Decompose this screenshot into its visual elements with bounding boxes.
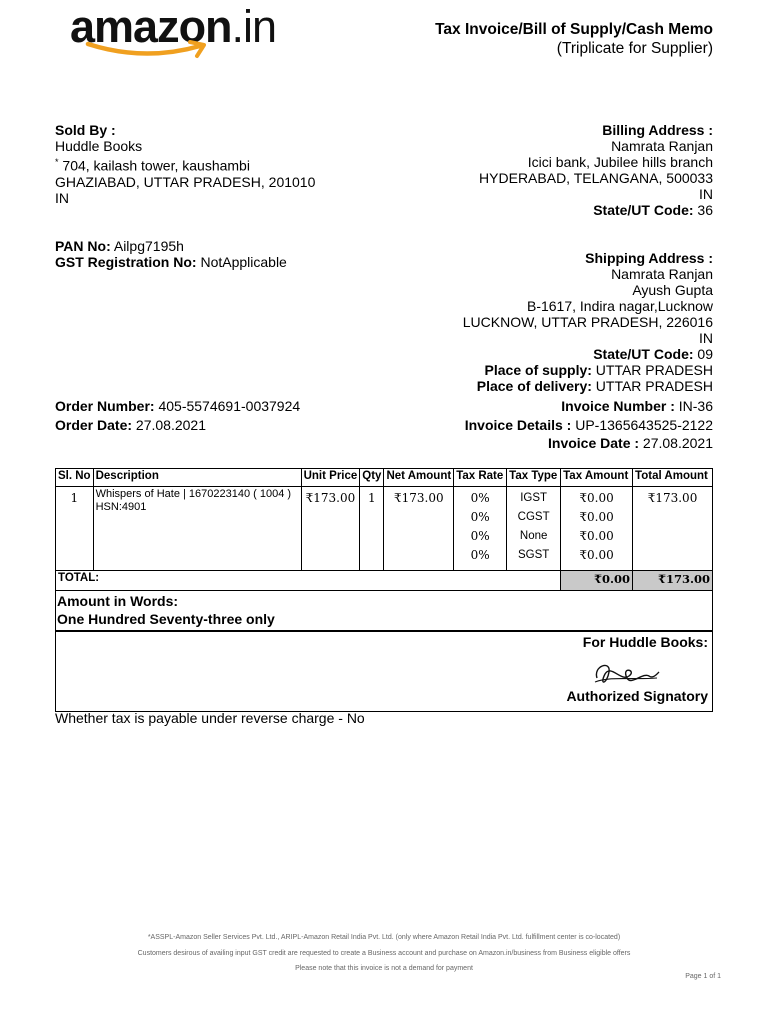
- col-header-tax-rate: Tax Rate: [454, 469, 507, 487]
- footer-line-3: Please note that this invoice is not a demand for payment: [295, 965, 473, 972]
- invoice-date-value: 27.08.2021: [642, 435, 713, 451]
- shipping-state-code: 09: [697, 346, 713, 362]
- tax-rate-sgst: 0%: [470, 548, 490, 562]
- tax-rate-igst: 0%: [470, 491, 490, 505]
- invoice-items-table: [55, 468, 713, 591]
- billing-state-row: [593, 202, 713, 218]
- order-number-value: 405-5574691-0037924: [158, 398, 301, 414]
- place-of-supply-label: Place of supply:: [484, 362, 592, 378]
- reverse-charge-note: Whether tax is payable under reverse charge - No: [55, 710, 365, 726]
- invoice-details-value: UP-1365643525-2122: [575, 417, 713, 433]
- invoice-date-row: [548, 435, 713, 451]
- col-header-tax-type: Tax Type: [507, 469, 561, 487]
- gst-label: GST Registration No:: [55, 254, 197, 270]
- invoice-number-row: [561, 398, 713, 414]
- place-of-delivery-label: Place of delivery:: [476, 378, 592, 394]
- seller-address-1: [55, 154, 250, 174]
- cell-tax-amount: [561, 487, 633, 571]
- seller-country: IN: [55, 190, 69, 206]
- invoice-date-label: Invoice Date :: [548, 435, 640, 451]
- gst-value: NotApplicable: [200, 254, 287, 270]
- cell-tax-rate: [454, 487, 507, 571]
- shipping-line-3: LUCKNOW, UTTAR PRADESH, 226016: [462, 314, 713, 330]
- shipping-line-2: B-1617, Indira nagar,Lucknow: [526, 298, 713, 314]
- item-title: Whispers of Hate | 1670223140 ( 1004 ): [95, 488, 292, 500]
- col-header-tax-amount: Tax Amount: [561, 469, 633, 487]
- logo-tld: .in: [231, 1, 277, 52]
- amount-in-words-value: One Hundred Seventy-three only: [57, 611, 275, 627]
- seller-address-text: 704, kailash tower, kaushambi: [62, 157, 250, 174]
- col-header-qty: Qty: [360, 469, 384, 487]
- total-tax-amount: ₹0.00: [561, 571, 633, 591]
- invoice-number-label: Invoice Number :: [561, 398, 675, 414]
- seller-name: Huddle Books: [55, 138, 143, 154]
- col-header-sl-no: Sl. No: [56, 469, 94, 487]
- total-amount: ₹173.00: [633, 571, 713, 591]
- cell-qty: 1: [360, 487, 384, 571]
- sold-by-label: Sold By :: [55, 122, 116, 138]
- invoice-subtitle: (Triplicate for Supplier): [556, 40, 713, 57]
- col-header-description: Description: [93, 469, 301, 487]
- order-date-label: Order Date:: [55, 417, 133, 433]
- cell-unit-price: ₹173.00: [301, 487, 360, 571]
- place-of-supply-row: [485, 362, 713, 378]
- amount-in-words-box: [55, 590, 713, 631]
- footer-line-2: Customers desirous of availing input GST credit are requested to create a Business account and purchase on Amazon.in/business from Business eligible offers: [137, 950, 631, 957]
- order-date-row: [55, 417, 206, 433]
- billing-line-2: HYDERABAD, TELANGANA, 500033: [479, 170, 713, 186]
- table-total-row: [56, 571, 713, 591]
- place-of-delivery-value: UTTAR PRADESH: [595, 378, 713, 394]
- pan-value: Ailpg7195h: [113, 238, 184, 254]
- order-date-value: 27.08.2021: [135, 417, 206, 433]
- billing-line-1: Icici bank, Jubilee hills branch: [527, 154, 713, 170]
- tax-type-none: None: [519, 530, 548, 542]
- tax-type-sgst: SGST: [517, 549, 550, 561]
- shipping-state-row: [593, 346, 713, 362]
- signature-scribble: [591, 656, 661, 690]
- cell-sl-no: 1: [56, 487, 94, 571]
- total-label: TOTAL:: [56, 571, 561, 591]
- amazon-logo: [70, 0, 310, 64]
- billing-label: Billing Address :: [602, 122, 713, 138]
- invoice-number-value: IN-36: [678, 398, 713, 414]
- order-number-row: [55, 398, 300, 414]
- item-hsn: HSN:4901: [95, 501, 147, 513]
- invoice-title-block: [435, 20, 713, 58]
- col-header-total-amount: Total Amount: [633, 469, 713, 487]
- tax-amount-cgst: ₹0.00: [579, 510, 614, 524]
- tax-type-igst: IGST: [520, 492, 548, 504]
- tax-amount-sgst: ₹0.00: [579, 548, 614, 562]
- shipping-label: Shipping Address :: [585, 250, 713, 266]
- star-mark: *: [55, 157, 59, 167]
- cell-total-amount: ₹173.00: [633, 487, 713, 571]
- order-number-label: Order Number:: [55, 398, 155, 414]
- cell-description: [93, 487, 301, 571]
- col-header-net-amount: Net Amount: [384, 469, 454, 487]
- billing-state-code: 36: [697, 202, 713, 218]
- cell-tax-type: [507, 487, 561, 571]
- pan-row: [55, 238, 184, 254]
- tax-rate-cgst: 0%: [470, 510, 490, 524]
- shipping-country: IN: [699, 330, 713, 346]
- tax-amount-none: ₹0.00: [579, 529, 614, 543]
- table-row: [56, 487, 713, 571]
- col-header-unit-price: Unit Price: [301, 469, 360, 487]
- place-of-delivery-row: [477, 378, 713, 394]
- for-seller-label: For Huddle Books:: [582, 634, 708, 650]
- smile-arrow-icon: [84, 40, 244, 60]
- invoice-details-label: Invoice Details :: [464, 417, 572, 433]
- footer-line-1: *ASSPL-Amazon Seller Services Pvt. Ltd., ARIPL-Amazon Retail India Pvt. Ltd. (only where Amazon Retail India Pvt. Ltd. fulfillment center is co-located): [147, 934, 621, 941]
- billing-name: Namrata Ranjan: [611, 138, 713, 154]
- cell-net-amount: ₹173.00: [384, 487, 454, 571]
- page-number: Page 1 of 1: [685, 973, 721, 980]
- tax-amount-igst: ₹0.00: [579, 491, 614, 505]
- invoice-details-row: [465, 417, 713, 433]
- shipping-name: Namrata Ranjan: [611, 266, 713, 282]
- seller-address-2: GHAZIABAD, UTTAR PRADESH, 201010: [55, 174, 316, 190]
- billing-country: IN: [699, 186, 713, 202]
- invoice-title: Tax Invoice/Bill of Supply/Cash Memo: [435, 21, 713, 38]
- shipping-state-label: State/UT Code:: [593, 346, 694, 362]
- logo-text: amazon: [70, 1, 232, 52]
- tax-rate-none: 0%: [470, 529, 490, 543]
- tax-type-cgst: CGST: [517, 511, 550, 523]
- gst-row: [55, 254, 287, 270]
- signature-box: [55, 631, 713, 712]
- amount-in-words-label: Amount in Words:: [57, 593, 179, 609]
- shipping-line-1: Ayush Gupta: [632, 282, 713, 298]
- place-of-supply-value: UTTAR PRADESH: [595, 362, 713, 378]
- pan-label: PAN No:: [55, 238, 111, 254]
- table-header-row: [56, 469, 713, 487]
- billing-state-label: State/UT Code:: [593, 202, 694, 218]
- authorized-signatory-label: Authorized Signatory: [566, 688, 708, 704]
